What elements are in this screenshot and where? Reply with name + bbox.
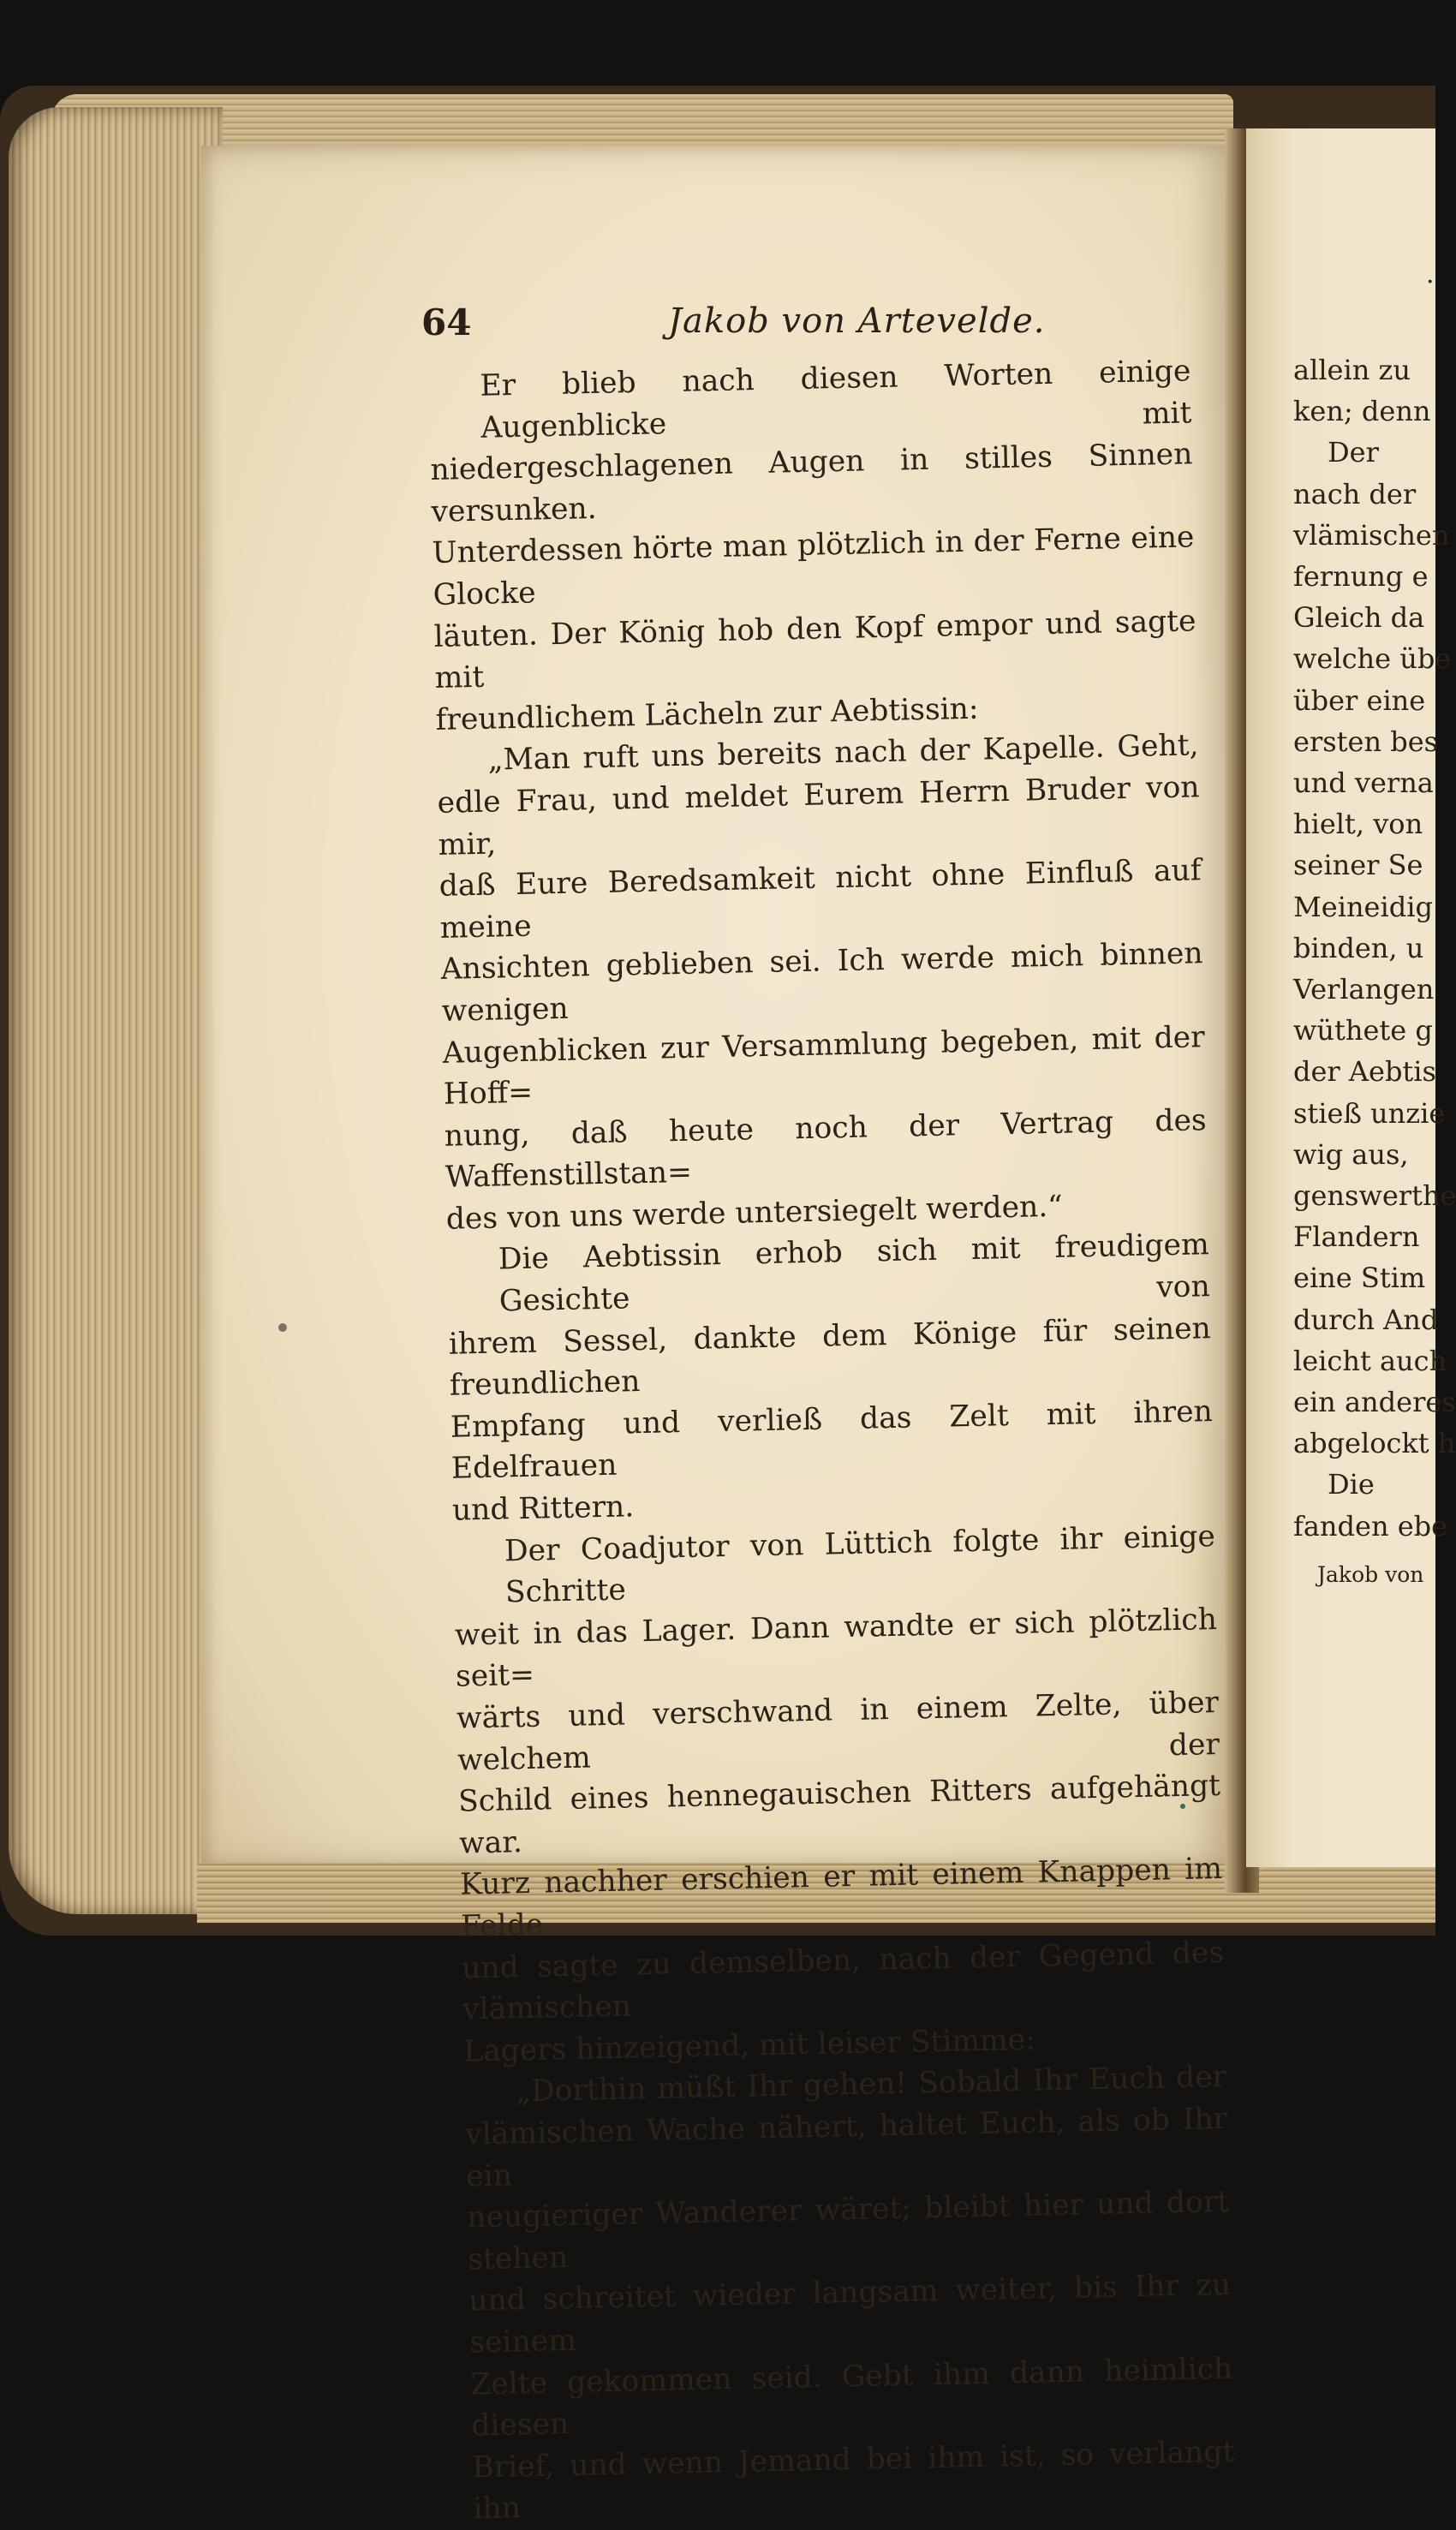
text-line: ersten bes [1293, 725, 1439, 758]
text-line: freundlichem Lächeln zur Aebtissin: [435, 691, 979, 737]
text-line: und sagte zu demselben, nach der Gegend des vlämischen [461, 1935, 1225, 2027]
text-line: abgelockt h [1293, 1427, 1456, 1460]
text-line: Gleich da [1293, 601, 1425, 635]
text-line: welche übe [1293, 642, 1452, 676]
text-line: genswerthe [1293, 1179, 1456, 1213]
text-line: seiner Se [1293, 849, 1423, 882]
text-line: hielt, von [1293, 808, 1423, 841]
text-line: binden, u [1293, 931, 1424, 964]
text-line: fernung e [1293, 560, 1429, 594]
text-line: Der Coadjutor von Lüttich folgte ihr einige Schritte [504, 1519, 1216, 1610]
left-page-text [428, 350, 1236, 2530]
text-line: wärts und verschwand in einem Zelte, über welchem der [456, 1686, 1220, 1778]
text-line: „Man ruft uns bereits nach der Kapelle. Geht, [487, 728, 1199, 778]
text-line: Unterdessen hörte man plötzlich in der Ferne eine Glocke [432, 520, 1195, 612]
paper-speck [278, 1323, 287, 1332]
text-line: der Aebtis [1293, 1055, 1436, 1089]
text-line: des von uns werde untersiegelt werden.“ [445, 1189, 1064, 1237]
text-line: über eine [1293, 683, 1426, 717]
text-line: Brief, und wenn Jemand bei ihm ist, so verlangt ihn [471, 2434, 1235, 2527]
text-line: Lagers hinzeigend, mit leiser Stimme: [462, 2022, 1036, 2069]
text-line: wig aus, [1293, 1137, 1409, 1171]
right-page-signature-line: Jakob von [1317, 1562, 1424, 1587]
text-line: Augenblicken zur Versammlung begeben, mit der Hoff= [442, 1019, 1206, 1112]
text-line: und schreitet wieder langsam weiter, bis Ihr zu seinem [468, 2268, 1232, 2360]
right-page-text [1293, 349, 1456, 1547]
text-line: Kurz nachher erschien er mit einem Knappen im Felde [459, 1852, 1223, 1944]
text-line: leicht auch [1293, 1344, 1447, 1377]
text-line: fanden ebe [1293, 1509, 1448, 1542]
text-line: weit in das Lager. Dann wandte er sich plötzlich seit= [454, 1602, 1218, 1695]
text-line: daß Eure Beredsamkeit nicht ohne Einfluß auf meine [439, 853, 1202, 946]
text-line: Ansichten geblieben sei. Ich werde mich binnen wenigen [440, 936, 1203, 1029]
text-line: ihrem Sessel, dankte dem Könige für seinen freundlichen [448, 1310, 1212, 1403]
text-line: vlämischen Wache nähert, haltet Euch, als ob Ihr ein [464, 2101, 1228, 2194]
text-line: Die Aebtissin erhob sich mit freudigem Gesichte von [498, 1227, 1211, 1319]
text-line: Verlangen [1293, 973, 1435, 1006]
text-line: Zelte gekommen seid. Gebt ihm dann heimlich diesen [469, 2351, 1233, 2443]
text-line: und Rittern. [451, 1489, 635, 1528]
text-line: läuten. Der König hob den Kopf empor und sagte mit [433, 603, 1196, 696]
page-edges-left [9, 107, 223, 1914]
text-line: niedergeschlagenen Augen in stilles Sinnen versunken. [430, 437, 1193, 529]
text-line: allein zu [1293, 354, 1411, 386]
text-line: nach der [1293, 477, 1417, 510]
text-line: eine Stim [1293, 1262, 1426, 1295]
text-line: vlämischen [1293, 518, 1450, 552]
text-line: Der [1328, 436, 1379, 469]
text-line: ein anderes [1293, 1386, 1456, 1419]
text-line: stieß unzie [1293, 1096, 1446, 1130]
right-page-header-fragment: · [1426, 267, 1435, 297]
text-line: „Dorthin müßt Ihr gehen! Sobald Ihr Euch der [515, 2060, 1227, 2109]
text-line: Er blieb nach diesen Worten einige Augenblicke mit [480, 354, 1192, 445]
text-line: Die [1328, 1468, 1375, 1501]
text-line: nung, daß heute noch der Vertrag des Waffenstillstan= [444, 1102, 1208, 1196]
text-line: edle Frau, und meldet Eurem Herrn Bruder von mir, [437, 770, 1200, 862]
text-line: wüthete g [1293, 1014, 1433, 1047]
text-line: Empfang und verließ das Zelt mit ihren Edelfrauen [450, 1393, 1214, 1487]
text-line: Meineidig [1293, 890, 1433, 923]
text-line: durch And [1293, 1303, 1439, 1336]
text-line: neugieriger Wanderer wäret; bleibt hier und dort stehen [466, 2185, 1230, 2277]
text-line: und verna [1293, 767, 1434, 800]
text-line: Schild eines hennegauischen Ritters aufgehängt war. [457, 1769, 1221, 1861]
page-number: 64 [421, 301, 472, 343]
text-line: Flandern [1293, 1220, 1420, 1254]
running-title: Jakob von Artevelde. [668, 301, 1046, 341]
text-line: ken; denn [1293, 395, 1431, 428]
